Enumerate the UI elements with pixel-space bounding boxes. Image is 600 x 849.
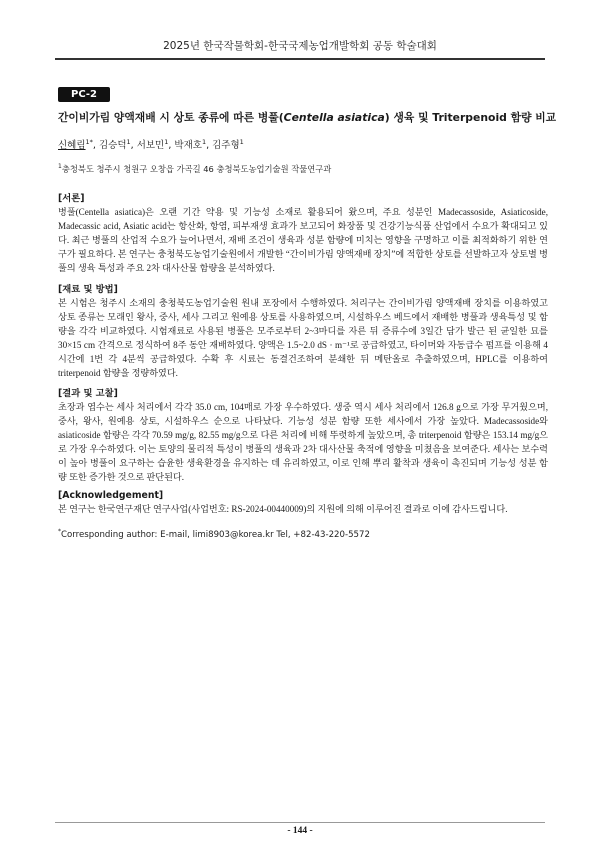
conference-header: 2025년 한국작물학회-한국국제농업개발학회 공동 학술대회 xyxy=(163,40,437,52)
poster-code-badge: PC-2 xyxy=(58,87,110,102)
author-name: 김주형 xyxy=(212,140,240,151)
section-heading: [재료 및 방법] xyxy=(58,284,118,295)
header-divider xyxy=(55,58,545,60)
section-body: 본 연구는 한국연구재단 연구사업(사업번호: RS-2024-00440009)의 지원에 의해 이루어진 결과로 이에 감사드립니다. xyxy=(58,504,508,514)
affiliation xyxy=(58,163,331,175)
section-body: 병풀(Centella asiatica)은 오랜 기간 약용 및 기능성 소재로 활용되어 왔으며, 주요 성분인 Madecassoside, Asiaticoside, Madecassic acid, Asiatic acid는 항산화, 항염, 피부재생 효과가 보고되어 화장품 및 건강기능식품 산업에서 수요가 확대되고 있다. 최근 병풀의 산업적 수요가 늘어나면서, 재배 조건이 생육과 성분 함량에 미치는 영향을 구명하고 이를 최적화하기 위한 연구가 필요하다. 본 연구는 충청북도농업기술원에서 개발한 “간이비가림 양액재배 장치”에 적합한 상토를 선발하고자 상토별 병풀의 생육 특성과 주요 2차 대사산물 함량을 분석하였다. xyxy=(58,207,548,273)
section-heading: [서론] xyxy=(58,193,85,204)
page-number: - 144 - xyxy=(287,826,313,836)
section-body: 본 시험은 청주시 소재의 충청북도농업기술원 원내 포장에서 수행하였다. 처리구는 간이비가림 양액재배 장치를 이용하였고 상토 종류는 모래인 왕사, 중사, 세사 그리고 원예용 상토를 사용하였으며, 시설하우스 베드에서 재배한 병풀과 생육특성 및 함량을 각각 비교하였다. 시험재료로 사용된 병풀은 모주로부터 2~3마디를 자른 뒤 증류수에 3일간 담가 발근 된 균일한 묘를 30×15 cm 간격으로 정식하여 8주 동안 재배하였다. 양액은 1.5~2.0 dS · m⁻¹로 공급하였고, 타이머와 자동급수 펌프를 이용해 4시간에 1번 각 4분씩 공급하였다. 수확 후 시료는 동결건조하여 분쇄한 뒤 메탄올로 추출하였으며, HPLC를 이용하여 triterpenoid 함량을 정량하였다. xyxy=(58,298,548,378)
corresponding-text: Corresponding author: E-mail, limi8903@korea.kr Tel, +82-43-220-5572 xyxy=(61,530,370,540)
author-affil-mark: 1 xyxy=(239,137,244,146)
author-name: 김승덕 xyxy=(98,140,127,151)
title-prefix: 간이비가림 양액재배 시 상토 종류에 따른 병풀( xyxy=(58,111,284,124)
author-affil-mark: 1* xyxy=(85,137,93,146)
acknowledgement-section xyxy=(58,490,548,516)
author-affil-mark: 1 xyxy=(126,137,131,146)
intro-section xyxy=(58,190,548,275)
author-list: 신혜림$^{1*}$, 김승덕$^1$, 서보민$^1$, 박재호$^1$, 김주형$^1$ xyxy=(58,137,244,151)
methods-section xyxy=(58,281,548,380)
title-species: Centella asiatica xyxy=(283,111,385,124)
section-heading: [Acknowledgement] xyxy=(58,490,164,501)
author-affil-mark: 1 xyxy=(201,137,207,146)
corresponding-mark: * xyxy=(58,528,61,536)
affiliation-text: 충청북도 청주시 청원구 오창읍 가곡길 46 충청북도농업기술원 작물연구과 xyxy=(61,164,332,174)
paper-title xyxy=(58,110,557,125)
author-name: 박재호 xyxy=(174,140,202,151)
section-heading: [결과 및 고찰] xyxy=(58,388,118,399)
corresponding-author xyxy=(58,530,370,540)
footer-divider xyxy=(55,822,545,823)
results-section xyxy=(58,385,548,484)
author-name: 서보민 xyxy=(136,140,165,151)
affiliation-mark: 1 xyxy=(58,163,62,171)
author-affil-mark: 1 xyxy=(164,137,169,146)
section-body: 초장과 엽수는 세사 처리에서 각각 35.0 cm, 104매로 가장 우수하였다. 생중 역시 세사 처리에서 126.8 g으로 가장 무거웠으며, 중사, 왕사, 원예용 상토, 시설하우스 순으로 나타났다. 기능성 성분 함량 또한 세사에서 가장 높았다. Madecassoside와 asiaticoside 함량은 각각 70.59 mg/g, 82.55 mg/g으로 다른 처리에 비해 뚜렷하게 높았으며, 총 triterpenoid 함량은 153.14 mg/g으로 가장 우수하였다. 이는 토양의 물리적 특성이 병풀의 생육과 2차 대사산물 축적에 영향을 미쳤음을 보여준다. 세사는 보수력이 높아 병풀이 요구하는 습윤한 생육환경을 유지하는 데 유리하였고, 이로 인해 뿌리 활착과 생육이 촉진되며 기능성 성분 함량 또한 증가한 것으로 판단된다. xyxy=(58,402,548,482)
author-name: 신혜림 xyxy=(58,140,86,151)
title-suffix: ) 생육 및 Triterpenoid 함량 비교 xyxy=(384,111,557,124)
